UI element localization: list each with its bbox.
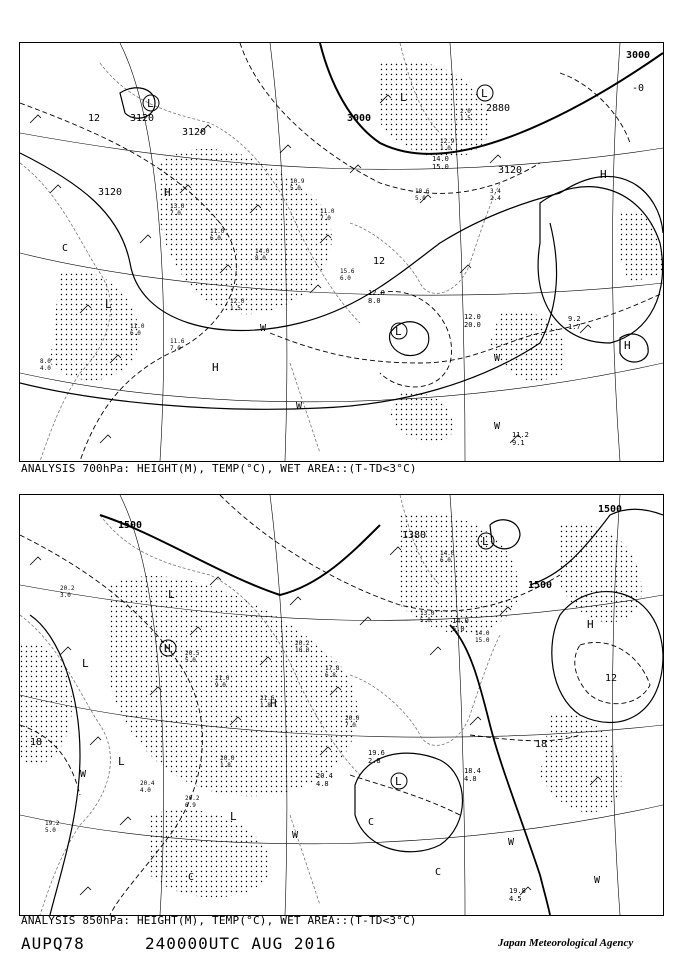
wet-area: [110, 576, 358, 796]
map-700hpa-canvas: [20, 43, 663, 461]
temp-label: 18: [30, 737, 43, 748]
svg-text:19.2: 19.2: [45, 820, 60, 827]
wet-area: [540, 713, 622, 812]
warm-label: W: [80, 769, 87, 780]
agency-name: Japan Meteorological Agency: [498, 937, 634, 949]
svg-text:20.2: 20.2: [185, 795, 200, 802]
svg-text:6.0: 6.0: [210, 235, 221, 242]
map-panel-850hpa: [19, 494, 664, 916]
station-dewpoint-depression: 1.7: [568, 323, 581, 331]
svg-text:1.5: 1.5: [230, 305, 241, 312]
low-center: H: [212, 361, 219, 374]
temperature-contours: [20, 43, 663, 461]
svg-text:1.0: 1.0: [440, 145, 451, 152]
graticule: [20, 43, 663, 461]
svg-text:5.0: 5.0: [420, 617, 431, 624]
warm-label: W: [594, 875, 601, 886]
svg-text:7.0: 7.0: [170, 210, 181, 217]
svg-text:3.4: 3.4: [490, 188, 501, 195]
valid-time: 240000UTC AUG 2016: [145, 934, 337, 953]
svg-text:8.0: 8.0: [40, 358, 51, 365]
temp-label: 12: [88, 113, 101, 124]
svg-text:10.6: 10.6: [415, 188, 430, 195]
height-label: 3120: [498, 165, 523, 176]
svg-text:1.5: 1.5: [460, 115, 471, 122]
low-center: L: [230, 810, 237, 823]
station-dewpoint-depression: 2.8: [368, 757, 381, 765]
height-label: 2880: [486, 103, 511, 114]
warm-label: W: [292, 830, 299, 841]
warm-label: W: [296, 401, 303, 412]
map-850hpa-canvas: [20, 495, 663, 915]
station-temp: 19.6: [368, 749, 385, 757]
chart-code: AUPQ78: [21, 934, 85, 953]
svg-text:6.8: 6.8: [325, 672, 336, 679]
wet-area: [390, 392, 453, 441]
wet-area: [20, 643, 72, 765]
svg-text:20.0: 20.0: [345, 715, 360, 722]
height-label: 3000: [347, 113, 372, 124]
svg-text:14.0: 14.0: [440, 550, 455, 557]
high-center: H: [270, 697, 277, 710]
cold-label: C: [368, 817, 375, 828]
warm-label: W: [260, 323, 267, 334]
high-center: H: [600, 168, 607, 181]
wet-area: [150, 810, 271, 898]
svg-text:6.0: 6.0: [340, 275, 351, 282]
svg-text:5.0: 5.0: [415, 195, 426, 202]
svg-text:3.0: 3.0: [60, 592, 71, 599]
wet-area: [560, 523, 642, 622]
station-temp: 14.0: [452, 617, 469, 625]
svg-text:21.0: 21.0: [215, 675, 230, 682]
station-dewpoint-depression: 4.8: [464, 775, 477, 783]
height-label: 1500: [528, 580, 553, 591]
svg-text:5.0: 5.0: [290, 185, 301, 192]
high-center: H: [624, 339, 631, 352]
svg-text:17.8: 17.8: [325, 665, 340, 672]
low-center: L: [395, 775, 402, 788]
wet-area: [490, 311, 565, 381]
svg-text:13.0: 13.0: [170, 203, 185, 210]
low-center: L: [82, 657, 89, 670]
height-label: 1380: [402, 530, 427, 541]
svg-text:6.0: 6.0: [440, 557, 451, 564]
low-center: L: [395, 325, 402, 338]
station-dewpoint-depression: 15.0: [432, 163, 449, 171]
svg-text:5.0: 5.0: [185, 657, 196, 664]
low-center: L: [400, 91, 407, 104]
wet-area: [160, 149, 332, 314]
svg-text:6.9: 6.9: [185, 802, 196, 809]
station-temp: 20.4: [316, 772, 333, 780]
svg-text:5.0: 5.0: [45, 827, 56, 834]
svg-text:20.0: 20.0: [220, 755, 235, 762]
low-center: L: [147, 97, 154, 110]
warm-label: W: [508, 837, 515, 848]
height-label: 3000: [626, 50, 651, 61]
svg-text:11.0: 11.0: [210, 228, 225, 235]
svg-text:12.0: 12.0: [230, 298, 245, 305]
svg-text:10.0: 10.0: [295, 647, 310, 654]
cold-label: C: [435, 867, 442, 878]
svg-text:10.9: 10.9: [290, 178, 305, 185]
panel-caption-850hpa: ANALYSIS 850hPa: HEIGHT(M), TEMP(°C), WET AREA::(T-TD<3°C): [21, 914, 417, 927]
station-temp: 11.2: [512, 431, 529, 439]
panel-caption-700hpa: ANALYSIS 700hPa: HEIGHT(M), TEMP(°C), WET AREA::(T-TD<3°C): [21, 462, 417, 475]
temp-label: 18: [535, 739, 548, 750]
svg-text:20.5: 20.5: [185, 650, 200, 657]
svg-text:1.8: 1.8: [260, 702, 271, 709]
svg-text:4.0: 4.0: [140, 787, 151, 794]
station-temp: 19.8: [509, 887, 526, 895]
svg-text:1.8: 1.8: [220, 762, 231, 769]
station-temp: 9.2: [568, 315, 581, 323]
wet-area: [617, 211, 663, 283]
low-center: L: [105, 298, 112, 311]
station-temp: 12.0: [368, 289, 385, 297]
station-temp: 18.4: [464, 767, 481, 775]
wet-area: [380, 61, 490, 158]
svg-text:12.9: 12.9: [440, 138, 455, 145]
warm-label: W: [494, 353, 501, 364]
svg-text:15.0: 15.0: [475, 637, 490, 644]
svg-text:8.0: 8.0: [255, 255, 266, 262]
svg-text:14.0: 14.0: [255, 248, 270, 255]
station-temp: 14.0: [432, 155, 449, 163]
height-label: 1500: [118, 520, 143, 531]
low-center: L: [482, 535, 489, 548]
temp-label: -0: [632, 83, 645, 94]
svg-text:13.0: 13.0: [420, 610, 435, 617]
svg-text:7.0: 7.0: [170, 345, 181, 352]
height-label: 1500: [598, 504, 623, 515]
high-center: H: [164, 186, 171, 199]
svg-text:7.0: 7.0: [320, 215, 331, 222]
svg-text:4.0: 4.0: [40, 365, 51, 372]
cold-label: C: [62, 243, 69, 254]
svg-text:20.4: 20.4: [140, 780, 155, 787]
svg-text:11.6: 11.6: [170, 338, 185, 345]
station-temp: 12.0: [464, 313, 481, 321]
high-center: H: [587, 618, 594, 631]
svg-text:2.4: 2.4: [490, 195, 501, 202]
svg-text:7.0: 7.0: [345, 722, 356, 729]
station-dewpoint-depression: 4.8: [316, 780, 329, 788]
wet-area: [50, 271, 140, 380]
station-dewpoint-depression: 20.0: [464, 321, 481, 329]
svg-text:2.0: 2.0: [460, 108, 471, 115]
low-center: L: [118, 755, 125, 768]
high-center: H: [164, 642, 171, 655]
svg-text:20.2: 20.2: [60, 585, 75, 592]
map-panel-700hpa: [19, 42, 664, 462]
height-label: 3120: [98, 187, 123, 198]
temp-label: 12: [605, 673, 618, 684]
low-center: L: [168, 588, 175, 601]
svg-text:9.0: 9.0: [215, 682, 226, 689]
cold-label: C: [188, 872, 195, 883]
station-dewpoint-depression: 8.0: [368, 297, 381, 305]
height-label: 3120: [130, 113, 155, 124]
svg-text:20.2: 20.2: [295, 640, 310, 647]
temp-label: 12: [373, 256, 386, 267]
warm-label: W: [494, 421, 501, 432]
svg-text:14.0: 14.0: [475, 630, 490, 637]
svg-text:11.0: 11.0: [130, 323, 145, 330]
station-dewpoint-depression: 5.0: [452, 625, 465, 633]
height-label: 3120: [182, 127, 207, 138]
svg-text:11.0: 11.0: [320, 208, 335, 215]
svg-text:6.0: 6.0: [130, 330, 141, 337]
svg-text:21.6: 21.6: [260, 695, 275, 702]
svg-text:15.6: 15.6: [340, 268, 355, 275]
station-dewpoint-depression: 4.5: [509, 895, 522, 903]
low-center: L: [481, 87, 488, 100]
station-dewpoint-depression: 9.1: [512, 439, 525, 447]
